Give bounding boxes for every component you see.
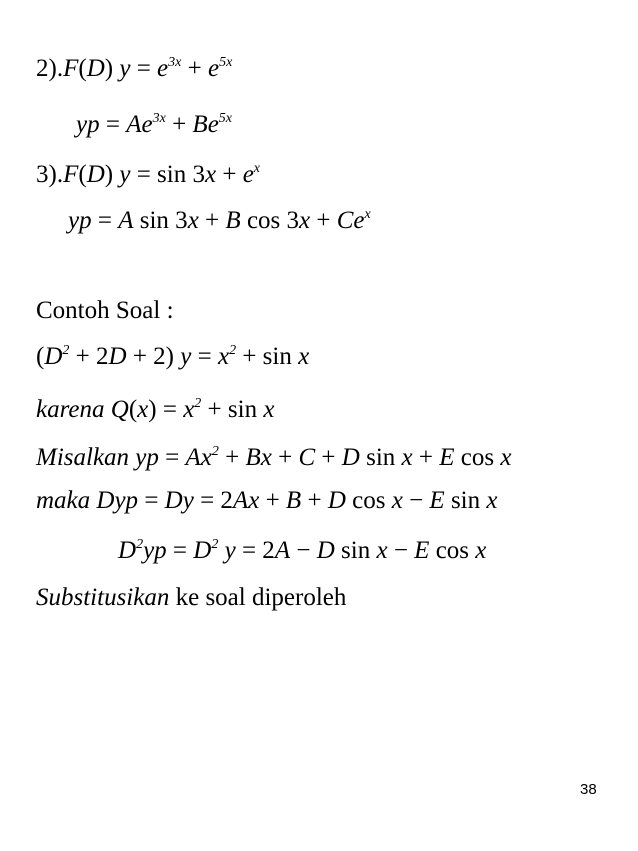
exponent: 2	[194, 395, 202, 411]
math-token: Ax	[232, 487, 260, 514]
exponent: x	[253, 160, 261, 176]
math-token: x	[475, 537, 487, 564]
math-token: x	[299, 207, 311, 234]
example-heading	[36, 296, 174, 326]
math-token: Be	[192, 111, 219, 138]
math-token: D	[118, 537, 137, 564]
math-token: = sin 3	[130, 161, 205, 188]
math-token: + sin	[236, 343, 299, 370]
math-token: E	[414, 537, 430, 564]
math-token: cos	[345, 487, 392, 514]
math-token: = 2	[193, 487, 233, 514]
math-token: e	[242, 161, 254, 188]
math-token: +	[216, 161, 243, 188]
math-token: D	[86, 55, 105, 82]
math-token: x	[204, 161, 217, 188]
math-token: =	[91, 207, 119, 234]
math-token: x	[137, 396, 149, 423]
substitusikan-line	[36, 583, 346, 613]
math-token: Misalkan	[36, 444, 130, 471]
karena-line	[36, 395, 274, 425]
math-token: cos 3	[240, 207, 300, 234]
math-token: sin	[359, 444, 402, 471]
math-token: e	[157, 55, 169, 82]
math-token: =	[130, 55, 158, 82]
math-token: =	[158, 444, 186, 471]
math-token: =	[191, 343, 218, 370]
math-token: x	[217, 343, 230, 370]
math-token: (	[36, 343, 45, 370]
math-token: ) =	[148, 396, 184, 423]
math-token: yp	[143, 537, 167, 564]
math-token: x	[263, 396, 275, 423]
math-token: B	[225, 207, 241, 234]
math-token: x	[500, 444, 512, 471]
math-token: Bx	[245, 444, 272, 471]
math-token: sin 3	[133, 207, 188, 234]
math-token: D	[327, 487, 346, 514]
math-token: x	[401, 444, 413, 471]
math-token: Dyp	[96, 487, 139, 514]
math-token: x	[391, 487, 403, 514]
math-token: −	[402, 487, 430, 514]
math-token: yp	[68, 207, 92, 234]
math-token: E	[439, 444, 455, 471]
page-number: 38	[580, 781, 597, 798]
math-token: e	[207, 55, 220, 82]
equation-line-3-particular	[68, 206, 371, 236]
math-token: x	[486, 487, 498, 514]
math-token: D	[193, 537, 212, 564]
math-token: yp	[135, 444, 159, 471]
math-token: y	[119, 161, 131, 188]
exponent: 5x	[219, 54, 233, 70]
math-token: cos	[429, 537, 476, 564]
math-token: = 2	[235, 537, 275, 564]
math-token: D	[108, 343, 127, 370]
math-token: C	[298, 444, 316, 471]
equation-number: 2).	[36, 55, 64, 82]
example-equation	[36, 342, 309, 372]
math-token: karena	[36, 396, 105, 423]
misalkan-line	[36, 443, 511, 473]
exponent: 3x	[152, 110, 166, 126]
exponent: 5x	[218, 110, 233, 126]
math-token: +	[412, 444, 440, 471]
equation-line-2-particular	[76, 110, 232, 140]
math-token: D	[341, 444, 360, 471]
math-token: +	[315, 444, 342, 471]
exponent: x	[364, 206, 371, 222]
maka-line	[36, 486, 498, 516]
math-token: D	[86, 161, 105, 188]
equation-line-2-operator	[36, 54, 232, 84]
math-token: A	[118, 207, 134, 234]
math-token: +	[259, 487, 286, 514]
math-token: =	[166, 537, 194, 564]
math-token: Ax	[185, 444, 212, 471]
math-token: +	[165, 111, 193, 138]
math-token: D	[316, 537, 335, 564]
math-token: Ae	[126, 111, 153, 138]
math-token: + 2)	[126, 343, 181, 370]
math-token: x	[183, 396, 195, 423]
math-token: ke soal diperoleh	[169, 584, 347, 611]
exponent: 3x	[168, 54, 182, 70]
math-token: A	[274, 537, 291, 564]
math-token: +	[310, 207, 337, 234]
math-token: F	[63, 55, 79, 82]
math-token: sin	[444, 487, 487, 514]
math-token: + 2	[69, 343, 109, 370]
math-token: + sin	[201, 396, 264, 423]
math-token: y	[180, 343, 192, 370]
math-token: +	[271, 444, 299, 471]
math-token: x	[187, 207, 199, 234]
math-token: Contoh Soal :	[36, 297, 174, 324]
equation-line-3-operator	[36, 160, 260, 190]
math-token: (	[78, 161, 87, 188]
math-token: yp	[76, 111, 100, 138]
math-token: −	[387, 537, 415, 564]
math-token: E	[429, 487, 445, 514]
math-token: D	[44, 343, 63, 370]
math-token: +	[218, 444, 246, 471]
math-token: +	[198, 207, 226, 234]
math-token: x	[376, 537, 388, 564]
exponent: 2	[62, 342, 70, 358]
math-token: F	[63, 161, 79, 188]
math-token: =	[99, 111, 127, 138]
exponent: 2	[211, 443, 219, 459]
math-token: (	[78, 55, 87, 82]
math-token: maka	[36, 487, 91, 514]
math-token: Substitusikan	[36, 584, 170, 611]
math-token: cos	[454, 444, 501, 471]
math-token: B	[285, 487, 302, 514]
math-token: x	[298, 343, 310, 370]
math-token: (	[128, 396, 138, 423]
math-token: Ce	[336, 207, 365, 234]
math-token: +	[301, 487, 328, 514]
math-token: Q	[110, 396, 129, 423]
math-token: )	[104, 55, 120, 82]
math-token: y	[119, 55, 131, 82]
math-token: Dy	[164, 487, 194, 514]
math-token: −	[290, 537, 317, 564]
math-token: )	[104, 161, 120, 188]
math-token: +	[181, 55, 208, 82]
equation-number: 3).	[36, 161, 64, 188]
math-token: =	[138, 487, 165, 514]
exponent: 2	[211, 536, 219, 552]
math-token: y	[218, 537, 236, 564]
second-derivative-line	[118, 536, 486, 566]
exponent: 2	[136, 536, 144, 552]
math-token: sin	[334, 537, 377, 564]
exponent: 2	[229, 342, 237, 358]
